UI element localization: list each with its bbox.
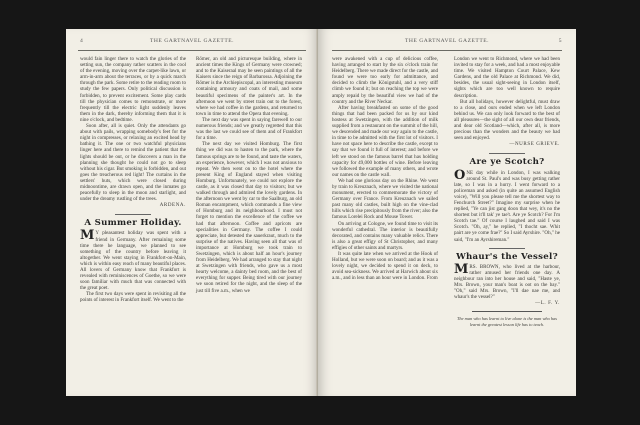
paragraph: On arriving at Cologne, we found time to visit its wonderful cathedral. The interior is beautifully decorated, and contains many valuable relics. There is also a great effigy of St Christopher, and many effigies of other saints and martyrs. xyxy=(332,220,438,251)
column-right-2 xyxy=(454,56,560,327)
running-head xyxy=(318,38,576,48)
paragraph: It was quite late when we arrived at the Hook of Holland, but we were soon on board; and as it was a lovely night, we decided to spend it on deck, to avoid sea-sickness. We arrived at Harwich about six a.m., and in less than an hour were in London. From xyxy=(332,251,438,282)
paragraph: would fain linger there to watch the glories of the setting sun, the company rather scatters in the cool of the evening, moving over the carpet-like lawn, or arm-in-arm about the terraces, or by a quick march through the park. Some retire to the reading room to study the few papers. Only political discussion is forbidden, to prevent excitement. Some play cards till the physician comes to remonstrate, or more frequently till the electric light suddenly leaves them in the dark, thereby informing them that it is nine o'clock, and bedtime. xyxy=(80,56,186,123)
paragraph: After having breakfasted on some of the good things that had been packed for us by our kind hostess at Swetzingen, with the addition of milk supplied from a restaurant on the summit of the hill, we descended and made our way again to the castle, in time to be admitted with the first lot of visitors. I have not space here to describe the castle, except to say that we found it full of interest; and before we left we stood on the famous barrel that has holding capacity for 49,000 bottles of wine. Before leaving we followed the example of many others, and wrote our names on the castle wall. xyxy=(332,104,438,178)
paragraph: were awakened with a cup of delicious coffee, having arranged to start by the six o'clock train for Heidelberg. There we made direct for the castle, and found we were too early for admittance, and decided to climb the Königstuhl, and a very stiff climb we found it; but on reaching the top we were amply repaid by the beautiful view we had of the country and the River Neckar. xyxy=(332,56,438,105)
paragraph: ONE day while in London, I was walking around St. Paul's and was busy getting rather late, so I was in a hurry. I went forward to a policeman and asked (in quite an assumed English voice), "Will you please tell me the shortest way to Fenchurch Street?" Imagine my surprise when he replied, "Ye can jist gang doon that wey, it's no the shortest but it'll tak' ye tae't. Are ye Scotch? For I'm Scotch tae." Of course I laughed and said I was Scotch. "Oh, ay," he replied, "I thocht sae. Whit pairt are ye come frae?" So I said Ayrshire. "Oh," he said, "I'm an Ayrshireman." xyxy=(454,167,560,243)
column-left-2 xyxy=(196,56,302,294)
divider xyxy=(489,153,525,154)
paragraph: But all holidays, however delightful, must draw to a close, and ours ended when we left London behind us. We can only look forward to the best of all pleasures—the sight of all our own dear friends, and dear old Scotland—which, after all, is more precious than the wonders and the beauty we had seen and enjoyed. xyxy=(454,98,560,142)
paragraph: MRS. BROWN, who lived at the harbour, rather amused her friends one day. A neighbour ran into her house and said, "Haste ye, Mrs. Brown, your man's boat is oot on the bay." "Oh," said Mrs. Brown, "I'll dae nae me, and whaur's the vessel?" xyxy=(454,261,560,301)
article-headline: A Summer Holiday. xyxy=(84,218,182,229)
paragraph: M Y pleasantest holiday was spent with a friend in Germany. After remaining some time there he language, we planned to see something of the country before leaving it altogether. We went staying in Frankfort-on-Main, which is within easy reach of many beautiful places. All lovers of Germany know that Frankfort is revealed with reminiscences of Goethe, so we were soon familiar with much that was connected with the great poet. xyxy=(80,228,186,292)
paragraph: The first two days were spent in revisiting all the points of interest in Frankfort itself. We went to the xyxy=(80,291,186,304)
left-page xyxy=(66,29,318,396)
header-rule xyxy=(78,50,306,51)
header-rule xyxy=(332,50,562,51)
drop-cap: O xyxy=(454,167,466,183)
drop-cap: M xyxy=(454,261,469,277)
paragraph: We had one glorious day on the Rhine. We went by train to Kreuznach, where we visited the national monument, erected to commemorate the victory of Germany over France. From Kreuznach we sailed past many old castles, built high on the vine-clad hills which rise precipitously from the river; also the famous Lorelei Rock and Mouse Tower. xyxy=(332,177,438,221)
article-headline: Are ye Scotch? xyxy=(469,157,545,168)
signature: —NURSE GRIEVE. xyxy=(509,142,560,148)
right-page xyxy=(318,29,576,396)
signature: —L. F. Y. xyxy=(535,301,560,307)
divider xyxy=(115,214,151,215)
signature: ARDENA. xyxy=(159,203,186,209)
running-head xyxy=(66,38,318,48)
paragraph: Soon after, all is quiet. Only the attendants go about with pails, wrapping somebody's feet for the night in compresses, or relaxing an excited head by bathing it. The one or two watchful physicians linger here and there to remind the patient that the lights should be out, or he discovers a man in the planning she thought he could not go to sleep without his cigar. But smoking is forbidden, and out goes the treacherous red light! The curtains in the settlers' huts, which were closed during midnoontime, are drawn open, and the inmates go peacefully to sleep in the moon and starlight, and under the dreamy rustling of the trees. xyxy=(80,123,186,203)
page-number: 4 xyxy=(80,38,84,44)
article-headline: Whaur's the Vessel? xyxy=(456,251,558,262)
paragraph: Römer, an old and picturesque building, where in ancient times the Kings of Germany were crowned; and to the Kaiseraal may be seen paintings of all the Kaisers since the reign of Barbarossa. Adjoining the Römer is the Archiepiscopal, an interesting museum containing armoury and coats of mail, and some beautiful specimens of the painter's art. In the afternoon we went by street train out to the forest, where we had coffee in the gardens, and returned to town in time to attend the Opera that evening. xyxy=(196,56,302,117)
drop-cap: M xyxy=(80,228,95,244)
paragraph: London we went to Richmond, where we had been invited to stay for a week, and had a most enjoyable time. We visited Hampton Court Palace, Kew Gardens, and the old Palace at Richmond. We did, besides, the usual sight-seeing in London itself, sights which are too well known to require description. xyxy=(454,56,560,99)
column-left-1 xyxy=(80,56,186,304)
running-title: THE GARTNAVEL GAZETTE. xyxy=(404,38,490,44)
closing-note: The man who has learnt to live alone is the man who has learnt the greatest lesson life has to teach. xyxy=(456,316,557,327)
divider xyxy=(472,311,542,312)
paragraph: The next day we visited Homburg. The first thing we did was to hasten to the park, where the famous springs are to be found, and taste the waters, an experience, however, which I was not anxious to repeat. We then went on to the hotel where the present King of England stayed when visiting Homburg. Unfortunately, we could not explore the castle, as it was closed that day to visitors; but we walked through and admired the lovely gardens. In the afternoon we went by car to the Saalburg, an old Roman encampment, which commands a fine view of Homburg and its neighbourhood. I must not forget to mention the excellence of the coffee we had that afternoon. Coffee and apricots are specialities in Germany. The coffee I could appreciate, but detested the sauerkraut, much to the surprise of the natives. Having seen all that was of importance at Homburg we took train to Swetzingen, which is about half an hour's journey from Heidelberg. We had arranged to stay that night at Swetzingen with friends, who gave us a most hearty welcome, a dainty bed room, and the best of everything for supper. Being tired with our journey we soon retired for the night, and the sleep of the just till five a.m., when we xyxy=(196,141,302,294)
page-number: 5 xyxy=(558,38,562,44)
divider xyxy=(489,248,525,249)
column-right-1 xyxy=(332,56,438,281)
paragraph: The next day was spent in saying farewell to our numerous friends; and we greatly regretted that this was the last we could see of them and of Frankfort for a time. xyxy=(196,116,302,142)
running-title: THE GARTNAVEL GAZETTE. xyxy=(149,38,235,44)
